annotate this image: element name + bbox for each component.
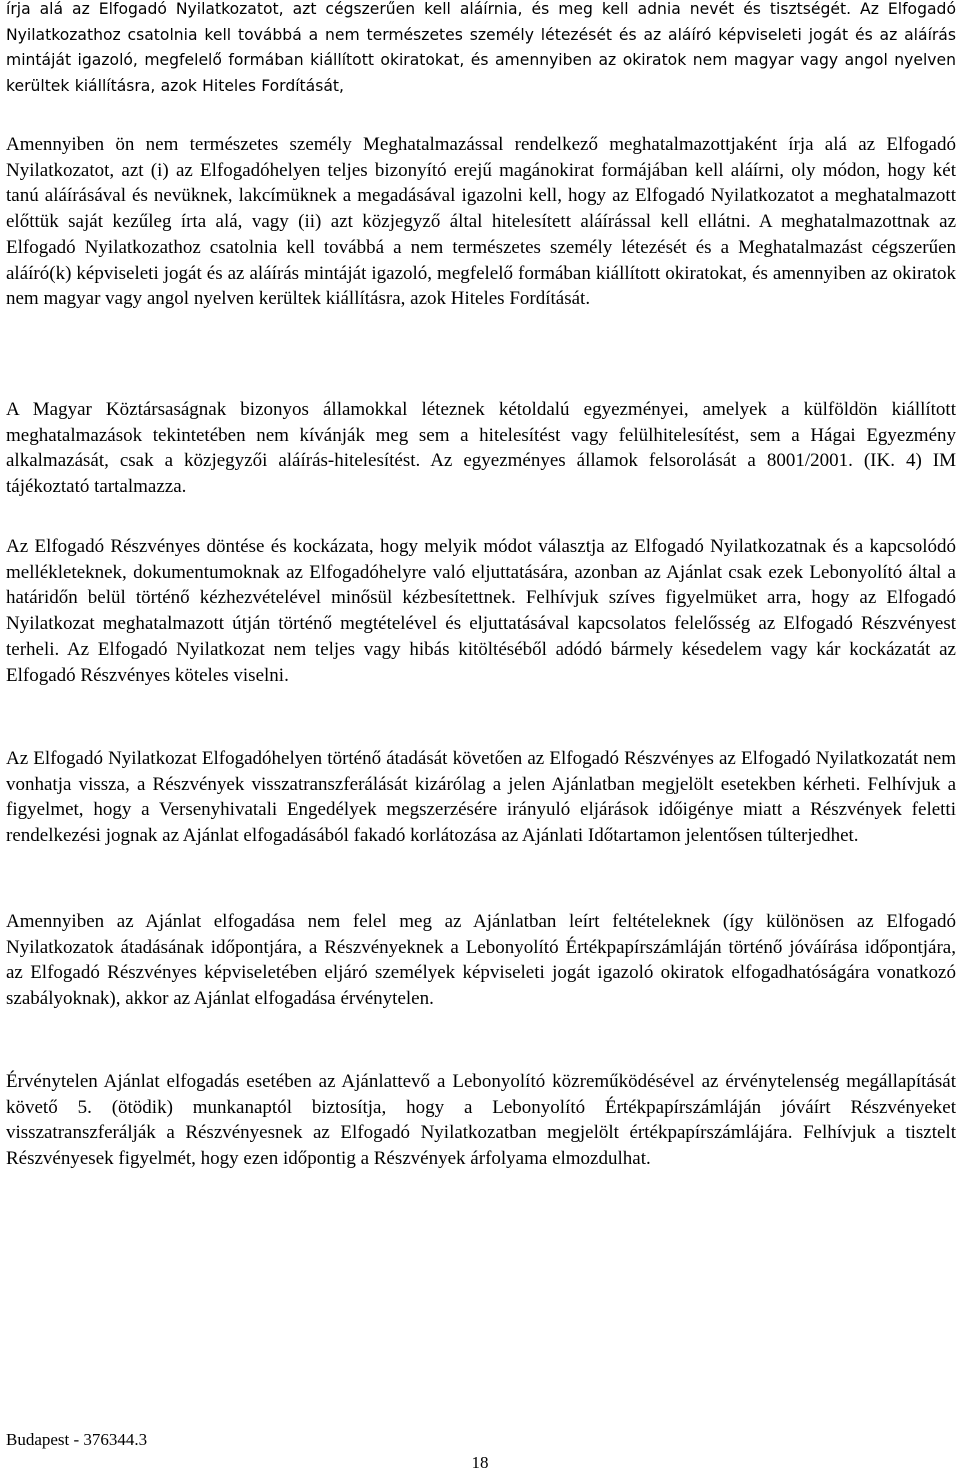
paragraph-irrevocability: Az Elfogadó Nyilatkozat Elfogadóhelyen történő átadását követően az Elfogadó Részvényes az Elfogadó Nyilatkozatát nem vonhatja vissza, a Részvények visszatranszferálását kizárólag a jelen Ajánlatban megjelölt esetekben kérheti. Felhívjuk a figyelmet, hogy a Versenyhivatali Engedélyek megszerzésére irányuló eljárások időigénye miatt a Részvények feletti rendelkezési jognak az Ajánlat elfogadásából fakadó korlátozása az Ajánlati Időtartamon jelentősen túlterjedhet.: [6, 748, 956, 847]
footer-document-reference: Budapest - 376344.3: [6, 1430, 148, 1449]
paragraph-invalid-acceptance-return: Érvénytelen Ajánlat elfogadás esetében az Ajánlattevő a Lebonyolító közreműködésével az érvénytelenség megállapítását követő 5. (ötödik) munkanaptól biztosítja, hogy a Lebonyolító Értékpapírszámláján jóváírt Részvényeket visszatranszferálják a Részvényesnek az Elfogadó Nyilatkozatban megjelölt értékpapírszámlájára. Felhívjuk a tisztelt Részvényesek figyelmét, hogy ezen időpontig a Részvények árfolyama elmozdulhat.: [6, 1071, 956, 1170]
paragraph-signature-requirements: írja alá az Elfogadó Nyilatkozatot, azt cégszerűen kell aláírnia, és meg kell adnia nevét és tisztségét. Az Elfogadó Nyilatkozathoz csatolnia kell továbbá a nem természetes személy létezését és az aláíró képviseleti jogát és az aláírás mintáját igazoló, megfelelő formában kiállított okiratokat, és amennyiben az okiratok nem magyar vagy angol nyelven kerültek kiállításra, azok Hiteles Fordítását,: [6, 0, 956, 96]
paragraph-bilateral-treaties: A Magyar Köztársaságnak bizonyos államokkal léteznek kétoldalú egyezményei, amelyek a külföldön kiállított meghatalmazások tekintetében nem kívánják meg sem a hitelesítést vagy felülhitelesítést, sem a Hágai Egyezmény alkalmazását, csak a közjegyzői aláírás-hitelesítést. Az egyezményes államok felsorolását a 8001/2001. (IK. 4) IM tájékoztató tartalmazza.: [6, 399, 956, 498]
paragraph-invalid-acceptance: Amennyiben az Ajánlat elfogadása nem felel meg az Ajánlatban leírt feltételeknek (így különösen az Elfogadó Nyilatkozatok átadásának időpontjára, a Részvényeknek a Lebonyolító Értékpapírszámláján történő jóváírása időpontjára, az Elfogadó Részvényes képviseletében eljáró személyek képviseleti jogát igazoló okiratok elfogadhatóságára vonatkozó szabályoknak), akkor az Ajánlat elfogadása érvénytelen.: [6, 911, 956, 1010]
paragraph-authorized-representative: Amennyiben ön nem természetes személy Meghatalmazással rendelkező meghatalmazottjaként írja alá az Elfogadó Nyilatkozatot, azt (i) az Elfogadóhelyen teljes bizonyító erejű magánokirat formájában kell aláírni, oly módon, hogy két tanú aláírásával és nevüknek, lakcímüknek a megadásával igazolni kell, hogy az Elfogadó Nyilatkozatot a meghatalmazott előttük saját kezűleg írta alá, vagy (ii) azt közjegyző által hitelesített aláírással kell ellátni. A meghatalmazottnak az Elfogadó Nyilatkozathoz csatolnia kell továbbá a nem természetes személy létezését és a Meghatalmazást cégszerűen aláíró(k) képviseleti jogát és az aláírás mintáját igazoló, megfelelő formában kiállított okiratokat, és amennyiben az okiratok nem magyar vagy angol nyelven kerültek kiállításra, azok Hiteles Fordítását.: [6, 134, 956, 310]
paragraph-delivery-risk: Az Elfogadó Részvényes döntése és kockázata, hogy melyik módot választja az Elfogadó Nyilatkozatnak és a kapcsolódó mellékleteknek, dokumentumoknak az Elfogadóhelyre való eljuttatására, azonban az Ajánlat csak ezek Lebonyolító által a határidőn belül történő kézhezvételével minősül kézbesítettnek. Felhívjuk szíves figyelmüket arra, hogy az Elfogadó Nyilatkozat meghatalmazott útján történő megtételével és eljuttatásával kapcsolatos felelősség az Elfogadó Részvényest terheli. Az Elfogadó Nyilatkozat nem teljes vagy hibás kitöltéséből adódó bármely késedelem vagy kár kockázatát az Elfogadó Részvényes köteles viselni.: [6, 536, 956, 686]
page-number: 18: [471, 1453, 489, 1472]
